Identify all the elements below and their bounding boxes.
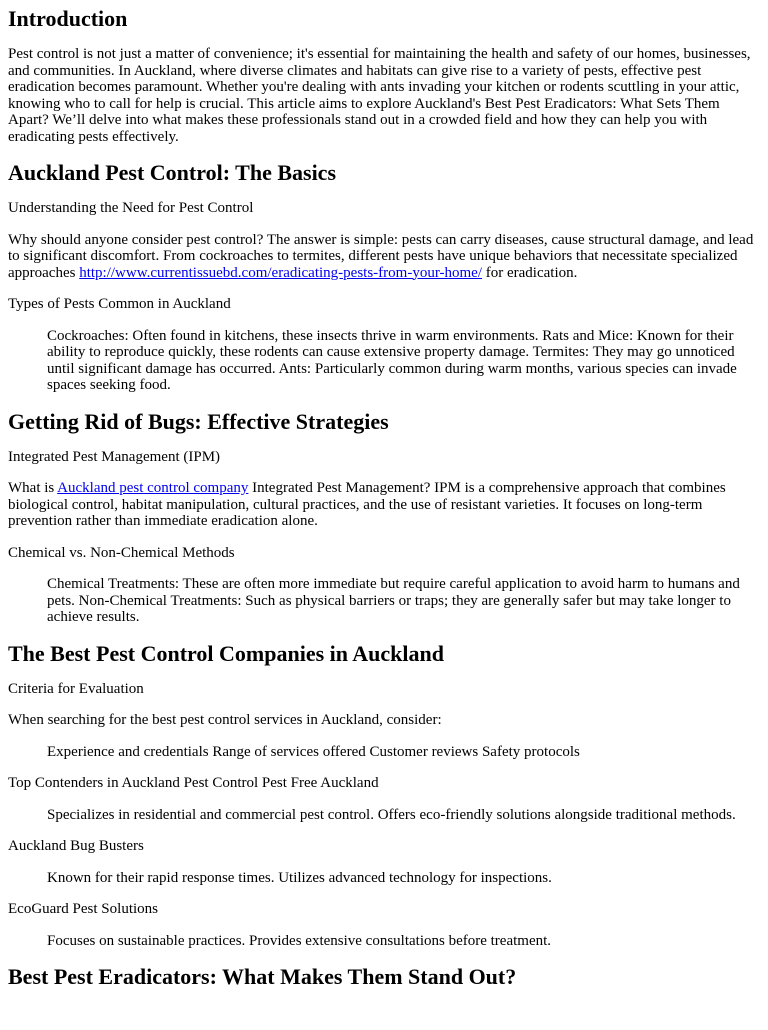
heading-basics: Auckland Pest Control: The Basics <box>8 160 337 185</box>
ipm-text-after: Integrated Pest Management? IPM is a comprehensive approach that combines biological control, habitat manipulation, cultural practices, and the use of resistant varieties. It focuses on long-term prevention rather than immediate eradication alone. <box>8 480 726 529</box>
need-text-before: Why should anyone consider pest control? The answer is simple: pests can carry diseases, cause structural damage, and lead to significant discomfort. From cockroaches to termites, different pests have unique behaviors that necessitate specialized approaches <box>8 231 754 281</box>
ipm-text-before: What is <box>8 480 58 496</box>
article <box>0 6 768 989</box>
heading-standout: Best Pest Eradicators: What Makes Them Stand Out? <box>8 964 517 989</box>
criteria-paragraph: When searching for the best pest control services in Auckland, consider: <box>8 712 442 728</box>
methods-quote: Chemical Treatments: These are often more immediate but require careful application to avoid harm to humans and pets. Non-Chemical Treatments: Such as physical barriers or traps; they are generally safer but may take longer to achieve results. <box>47 576 740 625</box>
subheading-criteria: Criteria for Evaluation <box>8 680 144 697</box>
subheading-ecoguard: EcoGuard Pest Solutions <box>8 901 158 917</box>
ecoguard-quote: Focuses on sustainable practices. Provides extensive consultations before treatment. <box>47 932 552 949</box>
heading-companies: The Best Pest Control Companies in Auckland <box>8 640 444 666</box>
subheading-methods: Chemical vs. Non-Chemical Methods <box>8 544 235 561</box>
bug-busters-quote: Known for their rapid response times. Utilizes advanced technology for inspections. <box>47 869 552 886</box>
currentissuebd-link[interactable]: http://www.currentissuebd.com/eradicating-pests-from-your-home/ <box>79 264 482 281</box>
subheading-ipm: Integrated Pest Management (IPM) <box>8 448 221 465</box>
pest-control-company-link[interactable]: Auckland pest control company <box>57 480 249 496</box>
subheading-need: Understanding the Need for Pest Control <box>8 200 254 216</box>
intro-paragraph: Pest control is not just a matter of convenience; it's essential for maintaining the health and safety of our homes, businesses, and communities. In Auckland, where diverse climates and habitats can give rise to a variety of pests, effective pest eradication becomes paramount. Whether you're dealing with ants invading your kitchen or rodents scuttling in your attic, knowing who to call for help is crucial. This article aims to explore Auckland's Best Pest Eradicators: What Sets Them Apart? We’ll delve into what makes these professionals stand out in a crowded field and how they can help you with eradicating pests effectively. <box>8 46 751 145</box>
subheading-bug-busters: Auckland Bug Busters <box>8 838 144 854</box>
need-text-after: for eradication. <box>482 264 578 281</box>
heading-strategies: Getting Rid of Bugs: Effective Strategies <box>8 408 389 434</box>
subheading-types: Types of Pests Common in Auckland <box>8 296 231 312</box>
need-paragraph <box>8 232 760 282</box>
pest-types-quote: Cockroaches: Often found in kitchens, these insects thrive in warm environments. Rats and Mice: Known for their ability to reproduce quickly, these rodents can cause extensive property damage. Termites: They may go unnoticed until significant damage has occurred. Ants: Particularly common during warm months, various species can invade spaces seeking food. <box>47 327 737 393</box>
pest-free-auckland-quote: Specializes in residential and commercial pest control. Offers eco-friendly solutions alongside traditional methods. <box>47 806 736 823</box>
subheading-top-contenders: Top Contenders in Auckland Pest Control Pest Free Auckland <box>8 775 379 791</box>
heading-introduction: Introduction <box>8 6 128 31</box>
ipm-paragraph <box>8 480 760 530</box>
criteria-quote: Experience and credentials Range of services offered Customer reviews Safety protocols <box>47 743 580 760</box>
